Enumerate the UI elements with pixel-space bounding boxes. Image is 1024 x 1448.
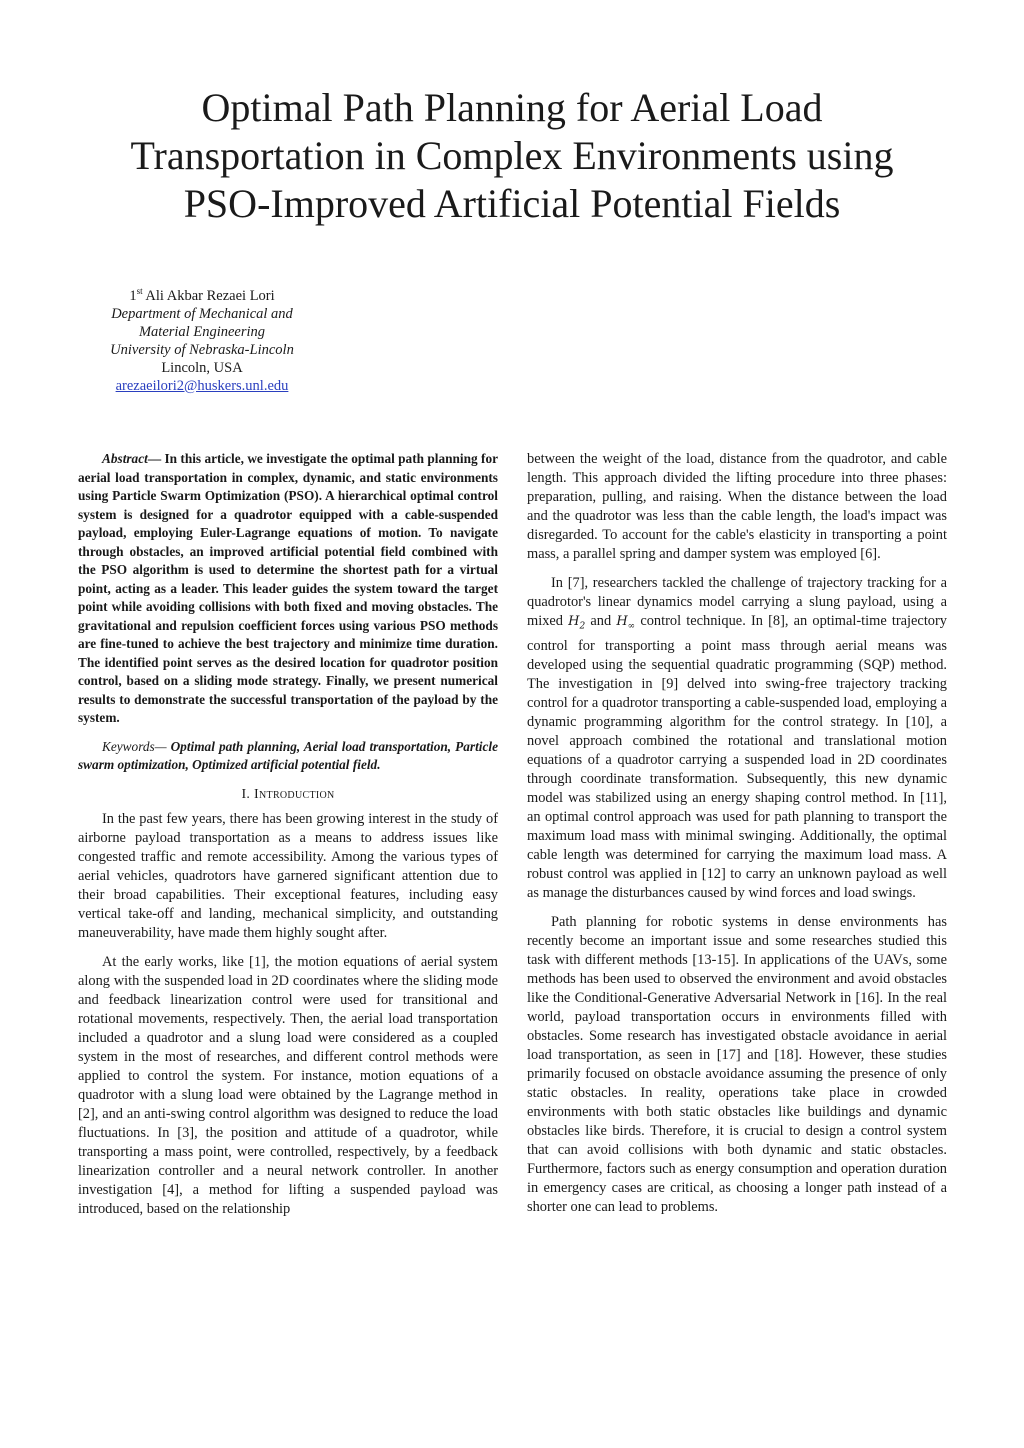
author-email-link[interactable]: arezaeilori2@huskers.unl.edu — [115, 377, 289, 394]
author-location: Lincoln, USA — [161, 359, 243, 376]
abstract — [78, 450, 498, 728]
keywords-lead: Keywords— — [102, 738, 167, 754]
left-column — [78, 450, 498, 1229]
author-dept-line-1: Department of Mechanical and — [111, 305, 293, 322]
title-line-3: PSO-Improved Artificial Potential Fields — [183, 181, 841, 226]
author-name-line — [80, 282, 324, 305]
section-number: I. — [241, 786, 251, 802]
math-hinf-base: H — [616, 614, 628, 629]
math-h2 — [568, 614, 586, 632]
right-paragraph-1: between the weight of the load, distance from the quadrotor, and cable length. This approach divided the lifting procedure into three phases: preparation, pulling, and raising. When the distance between the load and the quadrotor was less than the cable length, the load's impact was disregarded. To account for the cable's elasticity in transporting a point mass, a parallel spring and damper system was employed [6]. — [527, 451, 947, 562]
math-hinf-sub: ∞ — [627, 621, 636, 632]
math-hinf — [616, 614, 636, 632]
abstract-text: In this article, we investigate the optimal path planning for aerial load transportation in complex, dynamic, and static environments using Particle Swarm Optimization (PSO). A hierarchical optimal control system is designed for a quadrotor equipped with a cable-suspended payload, employing Euler-Lagrange equations of motion. To navigate through obstacles, an improved artificial potential field combined with the PSO algorithm is used to determine the shortest path for a virtual point, acting as a leader. This leader guides the system toward the target point while avoiding collisions with both fixed and moving obstacles. The gravitational and repulsion coefficient forces using various PSO methods are fine-tuned to achieve the best trajectory and minimize time duration. The identified point serves as the desired location for quadrotor position control, based on a sliding mode strategy. Finally, we present numerical results to demonstrate the successful transportation of the payload by the system. — [78, 451, 498, 725]
p2-after: control technique. In [8], an optimal-time trajectory control for transporting a point mass through aerial means was developed using the sequential quadratic programming (SQP) method. The investigation in [9] delved into swing-free trajectory tracking control for a quadrotor transporting a cable-suspended load, employing a dynamic programming algorithm for the control strategy. In [10], a novel approach combined the rotational and translational motion equations of a quadrotor carrying a suspended load in 2D coordinates through coordinate transformation. Subsequently, this new dynamic model was stabilized using an energy shaping control method. In [11], an optimal control approach was used for path planning to transport the maximum load mass with minimal swinging. Additionally, the optimal cable length was determined for carrying the maximum load mass. A robust control was applied in [12] to carry an unknown payload as well as manage the disturbances caused by wind forces and load swings. — [527, 613, 947, 901]
abstract-dash: — — [147, 451, 165, 466]
right-column — [527, 450, 947, 1227]
author-ordinal: 1 — [129, 287, 137, 304]
author-name: Ali Akbar Rezaei Lori — [142, 287, 275, 304]
title-line-2: Transportation in Complex Environments using — [130, 133, 894, 178]
right-paragraph-3: Path planning for robotic systems in dense environments has recently become an important issue and some researches studied this task with different methods [13-15]. In applications of the UAVs, some methods has been used to observed the environment and avoid obstacles like the Conditional-Generative Adversarial Network in [16]. In the real world, payload transportation occurs in environments filled with obstacles. Some research has investigated obstacle avoidance in aerial load transportation, as seen in [17] and [18]. However, these studies primarily focused on obstacle avoidance assuming the presence of only static obstacles. In reality, operations take place in crowded environments with both static obstacles like buildings and dynamic obstacles like birds. Therefore, it is crucial to design a control system that can avoid collisions with both dynamic and static obstacles. Furthermore, factors such as energy consumption and operation duration in emergency cases are critical, as choosing a longer path instead of a shorter one can lead to problems. — [527, 913, 947, 1215]
author-ordinal-sup: st — [136, 286, 143, 296]
p2-before: In [7], researchers tackled the challenge of trajectory tracking for a quadrotor's linear dynamics model carrying a slung payload, using a mixed — [527, 575, 947, 629]
title-line-1: Optimal Path Planning for Aerial Load — [201, 85, 823, 130]
abstract-lead: Abstract — [102, 451, 148, 466]
keywords-text: Optimal path planning, Aerial load transportation, Particle swarm optimization, Optimized artificial potential field. — [78, 738, 498, 772]
section-title: Introduction — [254, 786, 335, 802]
section-heading-introduction — [78, 785, 498, 804]
keywords — [78, 738, 498, 775]
p2-and: and — [585, 613, 617, 629]
math-h2-base: H — [568, 614, 580, 629]
author-block — [80, 282, 324, 395]
right-paragraph-2 — [527, 574, 947, 903]
math-h2-sub: 2 — [579, 621, 586, 632]
intro-paragraph-1: In the past few years, there has been growing interest in the study of airborne payload transportation as a means to address issues like congested traffic and remote accessibility. Among the various types of aerial vehicles, quadrotors have garnered significant attention due to their broad capabilities. Their exceptional features, including easy vertical take-off and landing, mechanical simplicity, and outstanding maneuverability, have made them highly sought after. — [78, 810, 498, 941]
paper-title — [80, 84, 944, 228]
author-university: University of Nebraska-Lincoln — [110, 341, 294, 358]
author-dept-line-2: Material Engineering — [138, 323, 266, 340]
intro-paragraph-2: At the early works, like [1], the motion equations of aerial system along with the suspended load in 2D coordinates where the sliding mode and feedback linearization control were used for transitional and rotational movements, respectively. Then, the aerial load transportation included a quadrotor and a slung load were considered as a coupled system in the most of researches, and different control methods were applied to control the system. For instance, motion equations of a quadrotor with a slung load were obtained by the Lagrange method in [2], and an anti-swing control algorithm was designed to reduce the load fluctuations. In [3], the position and attitude of a quadrotor, while transporting a mass point, were controlled, respectively, by a feedback linearization controller and a neural network controller. In another investigation [4], a method for lifting a suspended payload was introduced, based on the relationship — [78, 953, 498, 1217]
